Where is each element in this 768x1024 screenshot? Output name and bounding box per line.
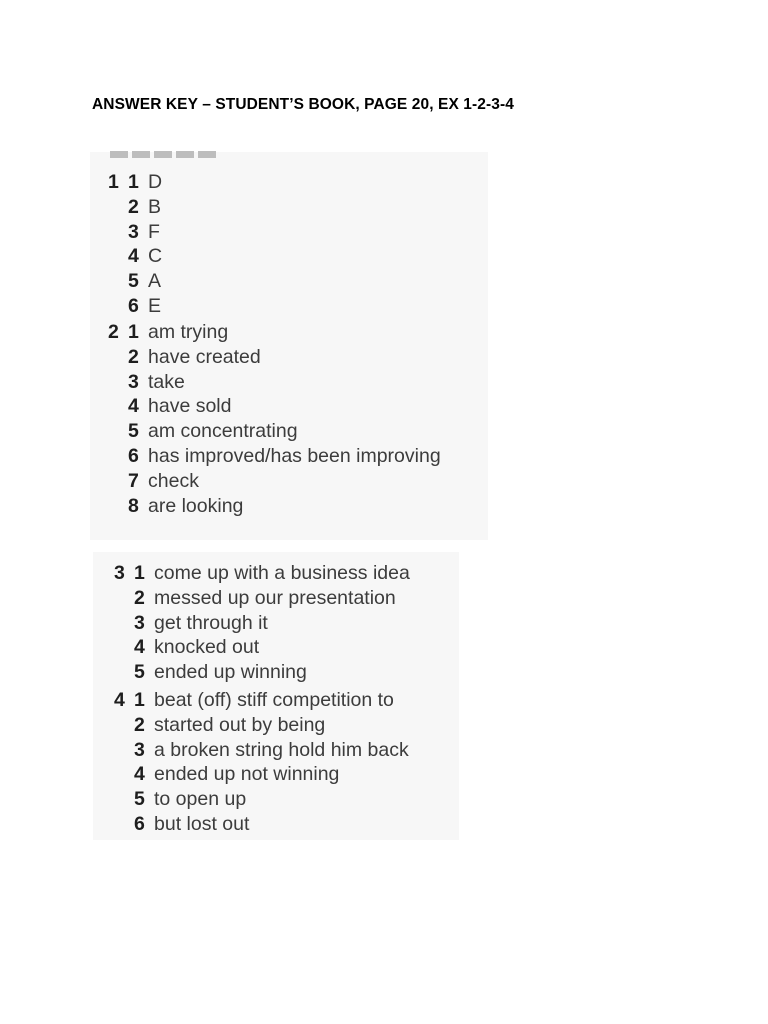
answer-row [114, 561, 410, 586]
answer-row [108, 244, 162, 269]
answer-row [114, 635, 410, 660]
answer-row [108, 345, 441, 370]
answer-row [108, 394, 441, 419]
exercise-4 [114, 688, 409, 837]
answer-text: am trying [148, 321, 229, 343]
item-number: 3 [134, 738, 145, 761]
answer-text: to open up [154, 788, 247, 811]
item-number: 6 [128, 294, 139, 317]
item-number: 2 [134, 586, 145, 609]
answer-row [114, 713, 409, 738]
answer-row [114, 688, 409, 713]
cropped-heading-remnant [110, 148, 220, 158]
answer-text: take [148, 370, 185, 393]
item-number: 2 [128, 195, 139, 218]
item-number: 3 [134, 611, 145, 634]
answer-row [108, 220, 162, 245]
exercise-number: 3 [114, 562, 125, 584]
answer-row [108, 294, 162, 319]
item-number: 4 [134, 763, 145, 786]
exercise-2 [108, 320, 441, 518]
answer-text: have created [148, 345, 261, 368]
item-number: 3 [128, 220, 139, 243]
item-number: 2 [134, 713, 145, 736]
answer-text: F [148, 220, 160, 243]
document-title: ANSWER KEY – STUDENT’S BOOK, PAGE 20, EX 1-2-3-4 [92, 96, 514, 113]
exercise-1 [108, 170, 162, 319]
item-number: 7 [128, 469, 139, 492]
item-number: 4 [134, 636, 145, 659]
answer-text: am concentrating [148, 420, 298, 443]
item-number: 8 [128, 494, 139, 517]
answer-row [114, 611, 410, 636]
answer-row [108, 320, 441, 345]
exercise-number: 2 [108, 321, 119, 343]
answer-text: has improved/has been improving [148, 444, 441, 467]
item-number: 6 [134, 812, 145, 835]
item-number: 1 [134, 562, 145, 584]
item-number: 5 [128, 270, 139, 293]
answer-text: a broken string hold him back [154, 738, 409, 761]
answer-row [114, 660, 410, 685]
answer-row [108, 494, 441, 519]
answer-row [108, 469, 441, 494]
item-number: 2 [128, 345, 139, 368]
item-number: 5 [134, 788, 145, 811]
answer-row [108, 419, 441, 444]
exercise-number: 1 [108, 171, 119, 193]
answer-image-panel-2 [93, 552, 459, 840]
answer-row [114, 787, 409, 812]
exercise-number: 4 [114, 689, 125, 711]
answer-text: are looking [148, 494, 244, 517]
answer-row [114, 812, 409, 837]
answer-text: come up with a business idea [154, 562, 410, 584]
item-number: 1 [128, 321, 139, 343]
item-number: 6 [128, 444, 139, 467]
exercise-3 [114, 561, 410, 685]
answer-row [108, 444, 441, 469]
answer-text: ended up winning [154, 661, 307, 684]
answer-text: messed up our presentation [154, 586, 396, 609]
answer-text: started out by being [154, 713, 326, 736]
answer-text: D [148, 171, 163, 193]
item-number: 4 [128, 395, 139, 418]
item-number: 5 [134, 661, 145, 684]
answer-text: C [148, 245, 163, 268]
answer-text: get through it [154, 611, 268, 634]
item-number: 1 [128, 171, 139, 193]
answer-row [114, 762, 409, 787]
answer-text: but lost out [154, 812, 250, 835]
answer-text: check [148, 469, 199, 492]
answer-text: beat (off) stiff competition to [154, 689, 394, 711]
answer-row [108, 269, 162, 294]
answer-row [108, 370, 441, 395]
answer-text: have sold [148, 395, 232, 418]
answer-row [114, 586, 410, 611]
answer-text: A [148, 270, 162, 293]
answer-row [108, 195, 162, 220]
answer-image-panel-1 [90, 152, 488, 540]
answer-text: ended up not winning [154, 763, 340, 786]
answer-text: knocked out [154, 636, 260, 659]
answer-text: E [148, 294, 162, 317]
item-number: 1 [134, 689, 145, 711]
answer-text: B [148, 195, 162, 218]
item-number: 3 [128, 370, 139, 393]
answer-row [114, 738, 409, 763]
item-number: 4 [128, 245, 139, 268]
answer-row [108, 170, 162, 195]
item-number: 5 [128, 420, 139, 443]
